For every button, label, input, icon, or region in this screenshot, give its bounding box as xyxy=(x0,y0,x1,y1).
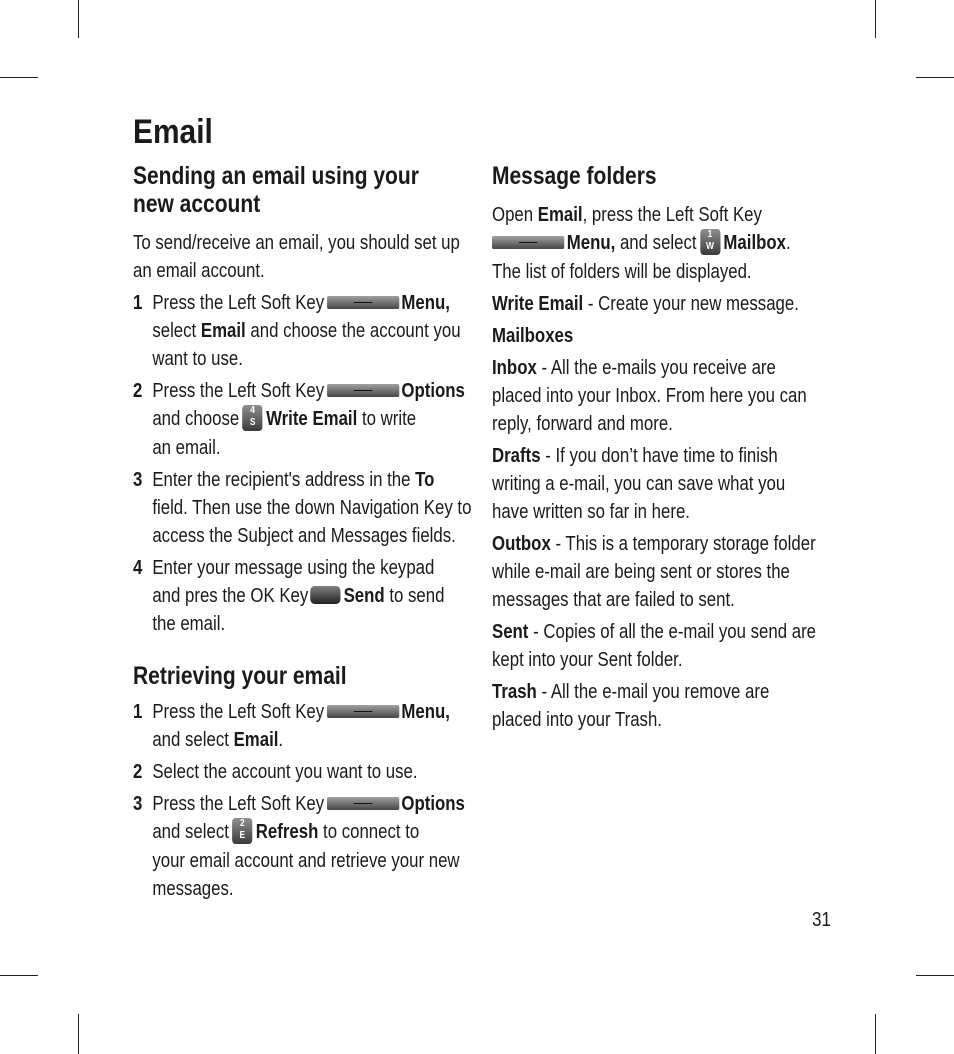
key-1-icon xyxy=(700,229,720,255)
key-digit: 2 xyxy=(240,818,245,830)
left-column xyxy=(133,162,476,903)
to-label: To xyxy=(415,469,435,492)
para-text: - Create your new message. xyxy=(587,293,799,316)
retrieving-heading: Retrieving your email xyxy=(133,662,347,691)
folder-desc: - Copies of all the e-mail you send are xyxy=(533,621,817,644)
left-soft-key-icon xyxy=(327,384,399,397)
folder-desc: while e-mail are being sent or stores the xyxy=(492,561,790,584)
key-digit: 1 xyxy=(707,229,713,241)
mailbox-label: Mailbox xyxy=(723,232,786,254)
list-item xyxy=(133,698,476,754)
para-text: and select xyxy=(619,232,697,254)
page-number: 31 xyxy=(812,909,831,931)
sending-steps xyxy=(133,289,476,638)
para-text: , press the Left Soft Key xyxy=(582,204,762,226)
sending-heading xyxy=(133,162,476,218)
crop-mark xyxy=(875,0,876,38)
step-text: to connect to xyxy=(323,821,420,844)
step-number: 2 xyxy=(133,761,143,784)
step-text: Press the Left Soft Key xyxy=(152,701,325,724)
step-text: Enter your message using the keypad xyxy=(152,557,435,580)
folder-name: Trash xyxy=(492,681,537,704)
step-text: to write xyxy=(361,408,417,430)
left-soft-key-icon xyxy=(327,296,399,309)
list-item xyxy=(133,466,476,550)
list-item xyxy=(133,377,476,462)
crop-mark xyxy=(0,77,38,78)
step-number: 3 xyxy=(133,469,143,492)
step-text: Press the Left Soft Key xyxy=(152,793,325,816)
folder-inbox xyxy=(492,354,836,438)
folders-heading: Message folders xyxy=(492,162,657,190)
step-number: 1 xyxy=(133,701,143,724)
crop-mark xyxy=(916,77,954,78)
step-text: and select xyxy=(152,729,229,752)
key-4-icon xyxy=(243,405,263,431)
step-text: Select the account you want to use. xyxy=(152,761,418,784)
email-label: Email xyxy=(200,320,246,342)
step-number: 2 xyxy=(133,380,143,402)
crop-mark xyxy=(916,975,954,976)
folder-desc: - All the e-mails you receive are xyxy=(541,357,776,380)
step-number: 3 xyxy=(133,793,143,816)
folder-name: Sent xyxy=(492,621,529,644)
options-label: Options xyxy=(401,793,465,816)
step-text: want to use. xyxy=(152,348,243,370)
step-text: Enter the recipient's address in the xyxy=(152,469,411,492)
step-number: 4 xyxy=(133,557,143,580)
step-text: . xyxy=(278,729,284,752)
folder-desc: writing a e-mail, you can save what you xyxy=(492,473,786,496)
step-text: Press the Left Soft Key xyxy=(152,380,325,402)
key-2-icon xyxy=(232,818,252,844)
step-text: select xyxy=(152,320,197,342)
folder-desc: kept into your Sent folder. xyxy=(492,649,683,672)
right-column xyxy=(492,162,836,734)
sending-intro xyxy=(133,229,476,285)
mailboxes-subheading xyxy=(492,322,836,350)
step-text: access the Subject and Messages fields. xyxy=(152,525,456,548)
key-digit: 4 xyxy=(250,405,255,417)
list-item xyxy=(133,790,476,903)
step-text: your email account and retrieve your new xyxy=(152,850,460,873)
para-text: . xyxy=(785,232,791,254)
email-label: Email xyxy=(537,204,583,226)
step-text: an email. xyxy=(152,437,221,460)
write-email-paragraph xyxy=(492,290,836,318)
step-text: and choose the account you xyxy=(250,320,461,342)
para-text: The list of folders will be displayed. xyxy=(492,261,752,284)
options-label: Options xyxy=(401,380,465,402)
folder-drafts xyxy=(492,442,836,526)
crop-mark xyxy=(78,1014,79,1054)
refresh-label: Refresh xyxy=(255,821,319,844)
folder-name: Inbox xyxy=(492,357,537,380)
key-letter: E xyxy=(239,830,246,842)
step-text: messages. xyxy=(152,878,234,901)
folder-desc: - If you don’t have time to finish xyxy=(545,445,778,468)
list-item xyxy=(133,289,476,373)
folder-outbox xyxy=(492,530,836,614)
left-soft-key-icon xyxy=(492,236,564,249)
para-text: Open xyxy=(492,204,534,226)
retrieving-steps xyxy=(133,698,476,903)
step-text: and pres the OK Key xyxy=(152,585,309,608)
menu-label: Menu, xyxy=(401,292,450,314)
write-email-label: Write Email xyxy=(266,408,358,430)
intro-line1: To send/receive an email, you should set up xyxy=(133,232,460,254)
folder-desc: reply, forward and more. xyxy=(492,413,673,436)
sending-heading-line2: new account xyxy=(133,190,261,218)
menu-label: Menu, xyxy=(401,701,450,724)
step-text: to send xyxy=(389,585,445,608)
folder-desc: placed into your Inbox. From here you can xyxy=(492,385,807,408)
folder-sent xyxy=(492,618,836,674)
folder-name: Outbox xyxy=(492,533,551,556)
step-text: and select xyxy=(152,821,229,844)
folder-desc: have written so far in here. xyxy=(492,501,690,524)
left-soft-key-icon xyxy=(327,705,399,718)
crop-mark xyxy=(0,975,38,976)
step-text: the email. xyxy=(152,613,226,636)
key-letter: W xyxy=(706,241,714,253)
folder-desc: placed into your Trash. xyxy=(492,709,662,732)
intro-line2: an email account. xyxy=(133,260,265,282)
folder-desc: messages that are failed to sent. xyxy=(492,589,735,612)
crop-mark xyxy=(78,0,79,38)
step-text: Press the Left Soft Key xyxy=(152,292,325,314)
page-title: Email xyxy=(133,113,213,151)
write-email-label: Write Email xyxy=(492,293,584,316)
step-number: 1 xyxy=(133,292,143,314)
list-item xyxy=(133,554,476,638)
folder-desc: - This is a temporary storage folder xyxy=(555,533,816,556)
menu-label: Menu, xyxy=(566,232,616,254)
step-text: field. Then use the down Navigation Key to xyxy=(152,497,472,520)
folder-desc: - All the e-mail you remove are xyxy=(541,681,770,704)
sending-heading-line1: Sending an email using your xyxy=(133,162,419,190)
crop-mark xyxy=(875,1014,876,1054)
send-label: Send xyxy=(343,585,385,608)
email-label: Email xyxy=(233,729,279,752)
folder-name: Drafts xyxy=(492,445,541,468)
folders-open-paragraph xyxy=(492,201,836,286)
folder-trash xyxy=(492,678,836,734)
ok-key-icon xyxy=(310,586,340,604)
mailboxes-label: Mailboxes xyxy=(492,325,574,348)
step-text: and choose xyxy=(152,408,240,430)
left-soft-key-icon xyxy=(327,797,399,810)
list-item xyxy=(133,758,476,786)
key-letter: S xyxy=(249,417,256,429)
